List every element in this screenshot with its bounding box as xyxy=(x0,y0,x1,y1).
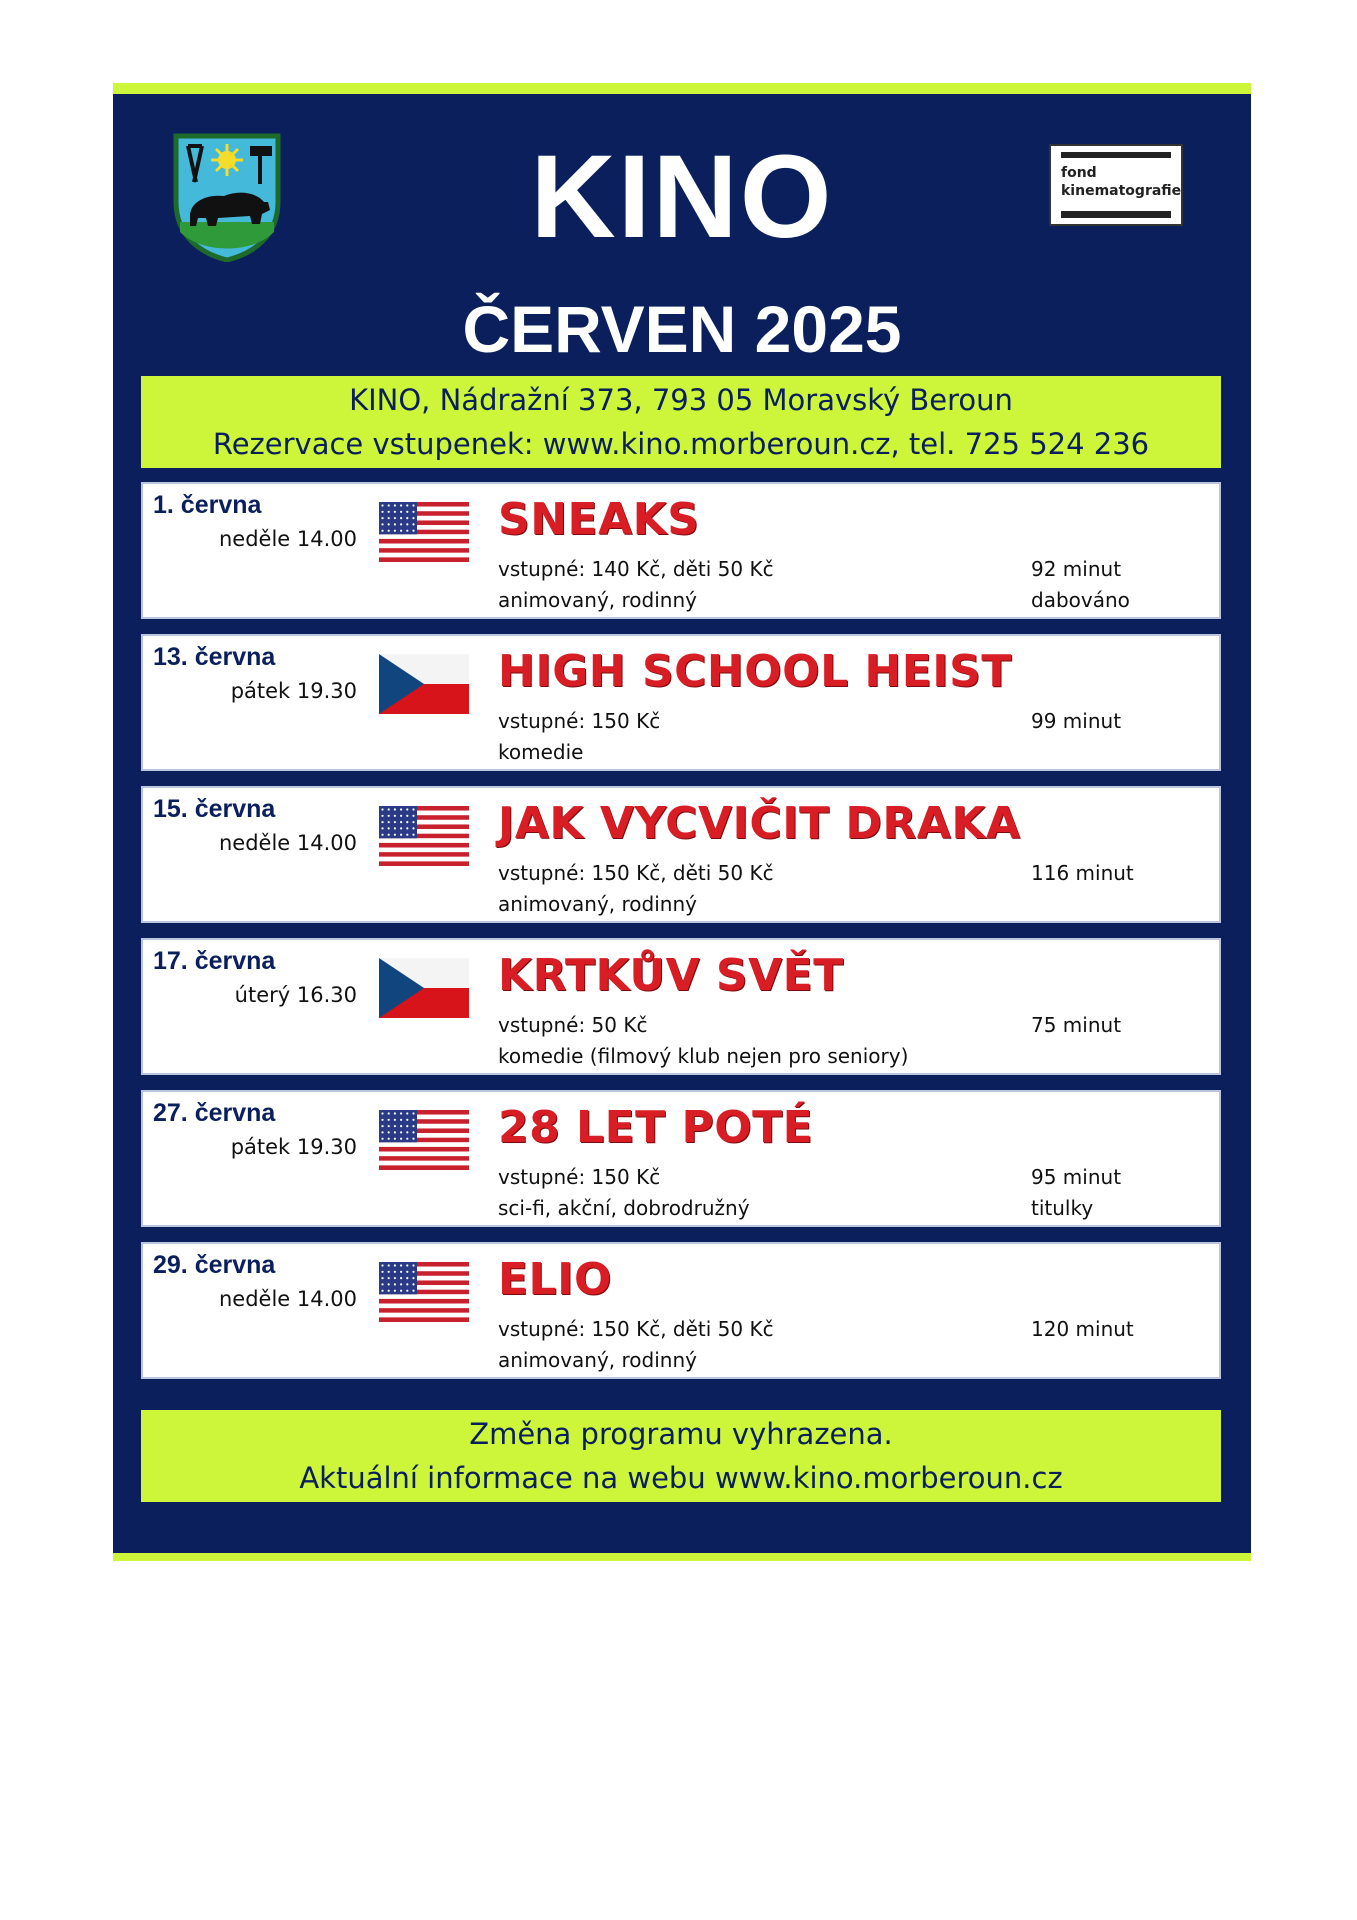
screening-time: neděle 14.00 xyxy=(218,1287,357,1311)
film-title: 28 LET POTÉ xyxy=(498,1102,814,1153)
film-length: 120 minut xyxy=(1031,1317,1134,1341)
screening-time: neděle 14.00 xyxy=(218,831,357,855)
screening-row xyxy=(141,786,1221,923)
film-genre: sci-fi, akční, dobrodružný xyxy=(498,1196,750,1220)
film-genre: animovaný, rodinný xyxy=(498,892,697,916)
screening-time: neděle 14.00 xyxy=(218,527,357,551)
film-length: 95 minut xyxy=(1031,1165,1122,1189)
film-genre: animovaný, rodinný xyxy=(498,588,697,612)
screening-date: 17. června xyxy=(153,947,276,975)
footer-website: Aktuální informace na webu www.kino.morberoun.cz xyxy=(299,1461,1063,1495)
czech-flag-icon xyxy=(379,654,469,714)
usa-flag-icon xyxy=(379,1110,469,1170)
sponsor-logo-text: kinematografie xyxy=(1061,183,1182,199)
usa-flag-icon xyxy=(379,1262,469,1322)
screening-row xyxy=(141,1242,1221,1379)
film-title: HIGH SCHOOL HEIST xyxy=(498,646,1012,697)
reservation-info: Rezervace vstupenek: www.kino.morberoun.cz, tel. 725 524 236 xyxy=(212,427,1150,461)
film-title: SNEAKS xyxy=(498,494,700,545)
film-note: dabováno xyxy=(1031,588,1130,612)
film-length: 75 minut xyxy=(1031,1013,1122,1037)
film-genre: komedie xyxy=(498,740,584,764)
footer-bar xyxy=(141,1410,1221,1502)
film-title: JAK VYCVIČIT DRAKA xyxy=(498,798,1021,849)
czech-flag-icon xyxy=(379,958,469,1018)
film-title: KRTKŮV SVĚT xyxy=(498,950,844,1001)
screening-row xyxy=(141,634,1221,771)
usa-flag-icon xyxy=(379,806,469,866)
screening-date: 27. června xyxy=(153,1099,276,1127)
screening-date: 29. června xyxy=(153,1251,276,1279)
film-length: 99 minut xyxy=(1031,709,1122,733)
screening-date: 15. června xyxy=(153,795,276,823)
screening-time: pátek 19.30 xyxy=(230,1135,357,1159)
ticket-price: vstupné: 150 Kč, děti 50 Kč xyxy=(498,861,774,885)
ticket-price: vstupné: 50 Kč xyxy=(498,1013,648,1037)
film-length: 116 minut xyxy=(1031,861,1134,885)
usa-flag-icon xyxy=(379,502,469,562)
film-genre: komedie (filmový klub nejen pro seniory) xyxy=(498,1044,909,1068)
screening-time: pátek 19.30 xyxy=(230,679,357,703)
screening-row xyxy=(141,482,1221,619)
screening-row xyxy=(141,938,1221,1075)
film-genre: animovaný, rodinný xyxy=(498,1348,697,1372)
ticket-price: vstupné: 140 Kč, děti 50 Kč xyxy=(498,557,774,581)
cinema-address: KINO, Nádražní 373, 793 05 Moravský Beroun xyxy=(349,383,1013,417)
film-note: titulky xyxy=(1031,1196,1094,1220)
poster xyxy=(113,83,1251,1561)
month-heading: ČERVEN 2025 xyxy=(462,292,902,366)
screening-date: 1. června xyxy=(153,491,262,519)
page-title: KINO xyxy=(530,131,834,263)
film-title: ELIO xyxy=(498,1254,612,1305)
screening-row xyxy=(141,1090,1221,1227)
ticket-price: vstupné: 150 Kč, děti 50 Kč xyxy=(498,1317,774,1341)
film-length: 92 minut xyxy=(1031,557,1122,581)
screening-list xyxy=(141,482,1221,1394)
screening-time: úterý 16.30 xyxy=(234,983,357,1007)
ticket-price: vstupné: 150 Kč xyxy=(498,709,661,733)
info-bar xyxy=(141,376,1221,468)
footer-notice: Změna programu vyhrazena. xyxy=(469,1417,893,1451)
sponsor-logo-text: fond xyxy=(1061,165,1097,181)
ticket-price: vstupné: 150 Kč xyxy=(498,1165,661,1189)
screening-date: 13. června xyxy=(153,643,276,671)
